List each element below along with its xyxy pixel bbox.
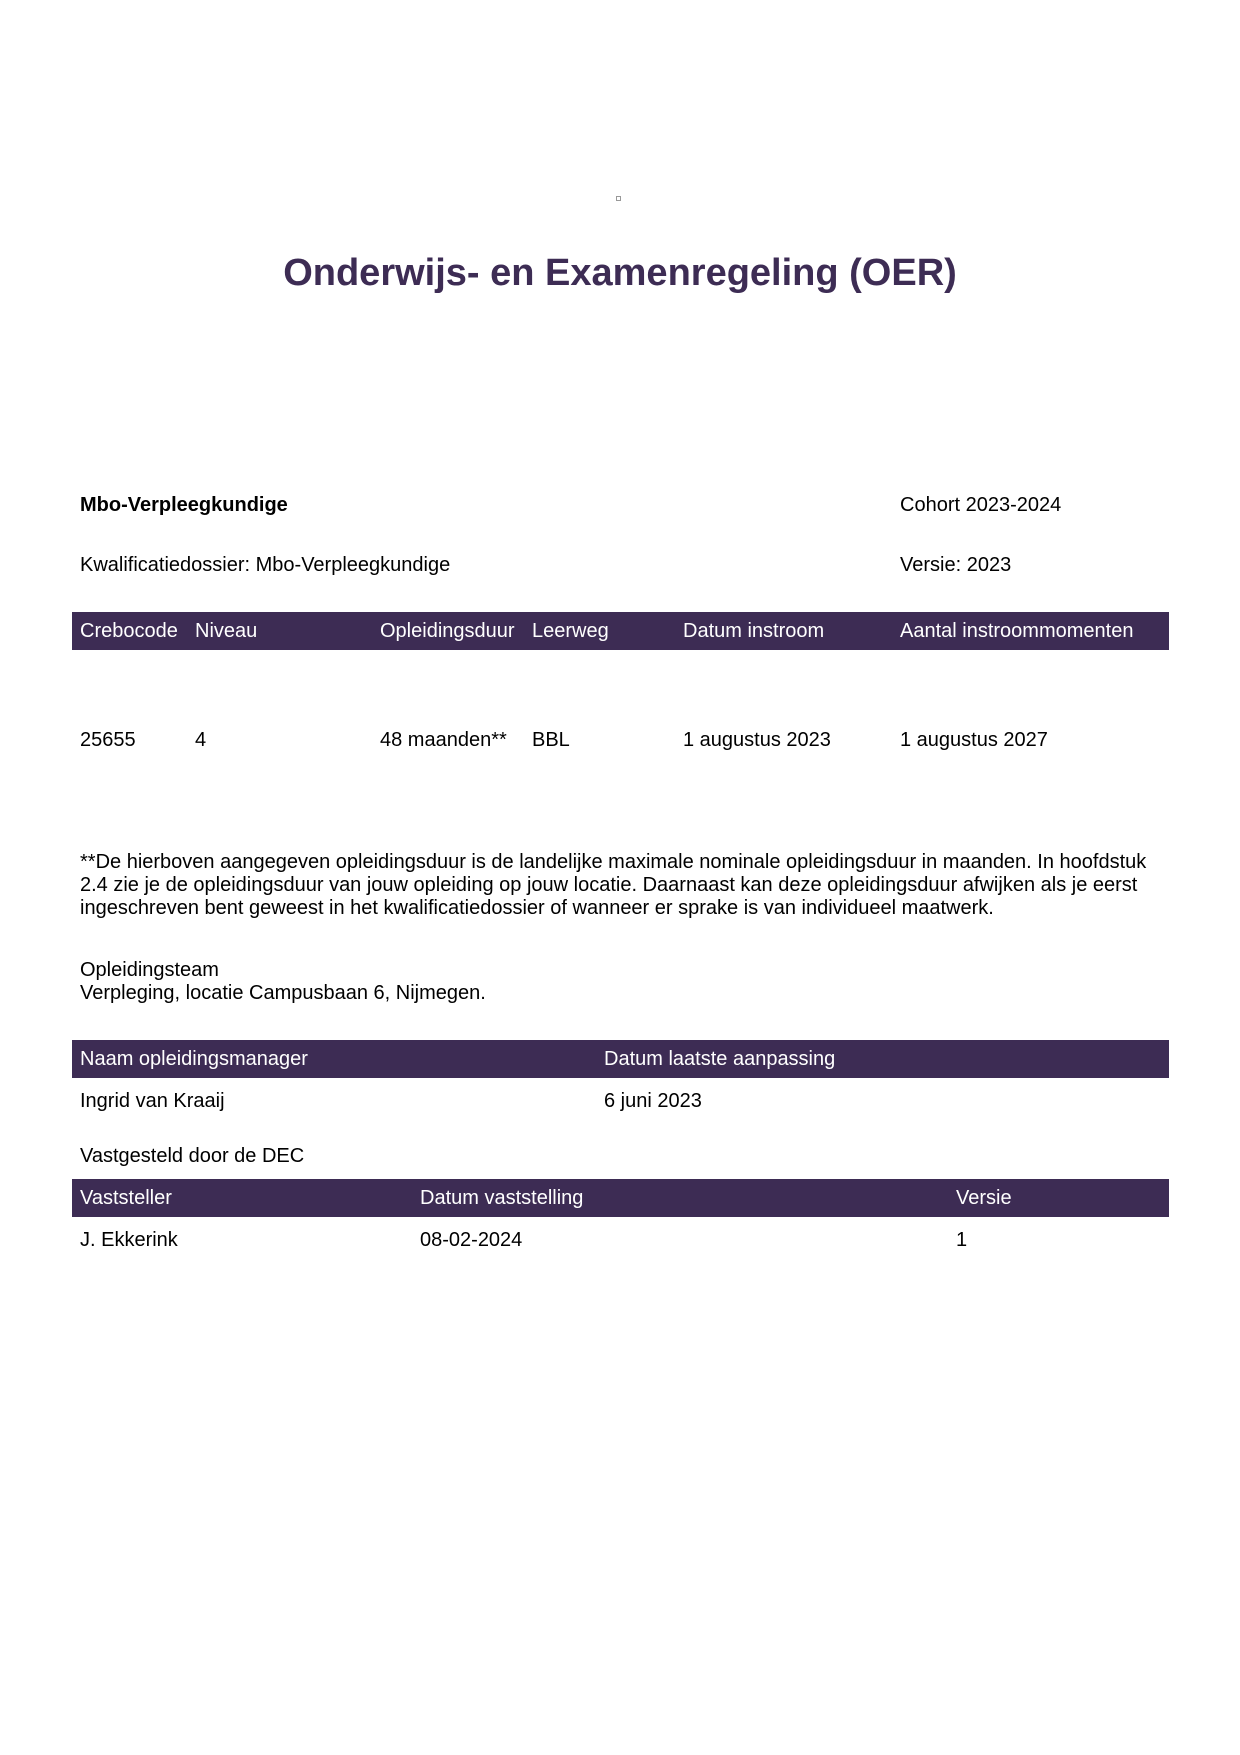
cell-last-change: 6 juni 2023 (604, 1090, 702, 1112)
program-name: Mbo-Verpleegkundige (80, 494, 288, 516)
footnote: **De hierboven aangegeven opleidingsduur is de landelijke maximale nominale opleidingsduur in maanden. In hoofdstuk 2.4 zie je de opleidingsduur van jouw opleiding op jouw locatie. Daarnaast kan deze opleidingsduur afwijken als je eerst ingeschreven bent geweest in het kwalificatiedossier of wanneer er sprake is van individueel maatwerk. (80, 851, 1147, 919)
cell-versie: 1 (956, 1229, 968, 1251)
small-square-icon (616, 196, 621, 201)
cell-vaststeller: J. Ekkerink (80, 1229, 178, 1251)
header-versie: Versie (956, 1187, 1012, 1209)
cell-leerweg: BBL (532, 729, 570, 751)
header-opleidingsduur: Opleidingsduur (380, 620, 515, 642)
header-datum-instroom: Datum instroom (683, 620, 825, 642)
header-last-change: Datum laatste aanpassing (604, 1048, 836, 1070)
team-info (80, 959, 486, 1005)
header-leerweg: Leerweg (532, 620, 609, 642)
cohort-label: Cohort 2023-2024 (900, 494, 1062, 516)
header-crebocode: Crebocode (80, 620, 178, 642)
cell-instroommomenten: 1 augustus 2027 (900, 729, 1048, 751)
header-manager-name: Naam opleidingsmanager (80, 1048, 308, 1070)
team-location: Verpleging, locatie Campusbaan 6, Nijmegen. (80, 982, 486, 1004)
manager-table-header (72, 1040, 1169, 1078)
cell-opleidingsduur: 48 maanden** (380, 729, 507, 751)
cell-manager-name: Ingrid van Kraaij (80, 1090, 225, 1112)
dec-label: Vastgesteld door de DEC (80, 1145, 305, 1167)
cell-datum-instroom: 1 augustus 2023 (683, 729, 831, 751)
header-instroommomenten: Aantal instroommomenten (900, 620, 1134, 642)
qualification-label: Kwalificatiedossier: Mbo-Verpleegkundige (80, 554, 451, 576)
cell-datum-vaststelling: 08-02-2024 (420, 1229, 523, 1251)
cell-crebocode: 25655 (80, 729, 136, 751)
cell-niveau: 4 (195, 729, 207, 751)
header-niveau: Niveau (195, 620, 258, 642)
program-table-header (72, 612, 1169, 650)
header-datum-vaststelling: Datum vaststelling (420, 1187, 584, 1209)
header-vaststeller: Vaststeller (80, 1187, 172, 1209)
document-title: Onderwijs- en Examenregeling (OER) (283, 252, 957, 294)
version-label: Versie: 2023 (900, 554, 1012, 576)
team-label: Opleidingsteam (80, 959, 219, 981)
dec-table-header (72, 1179, 1169, 1217)
